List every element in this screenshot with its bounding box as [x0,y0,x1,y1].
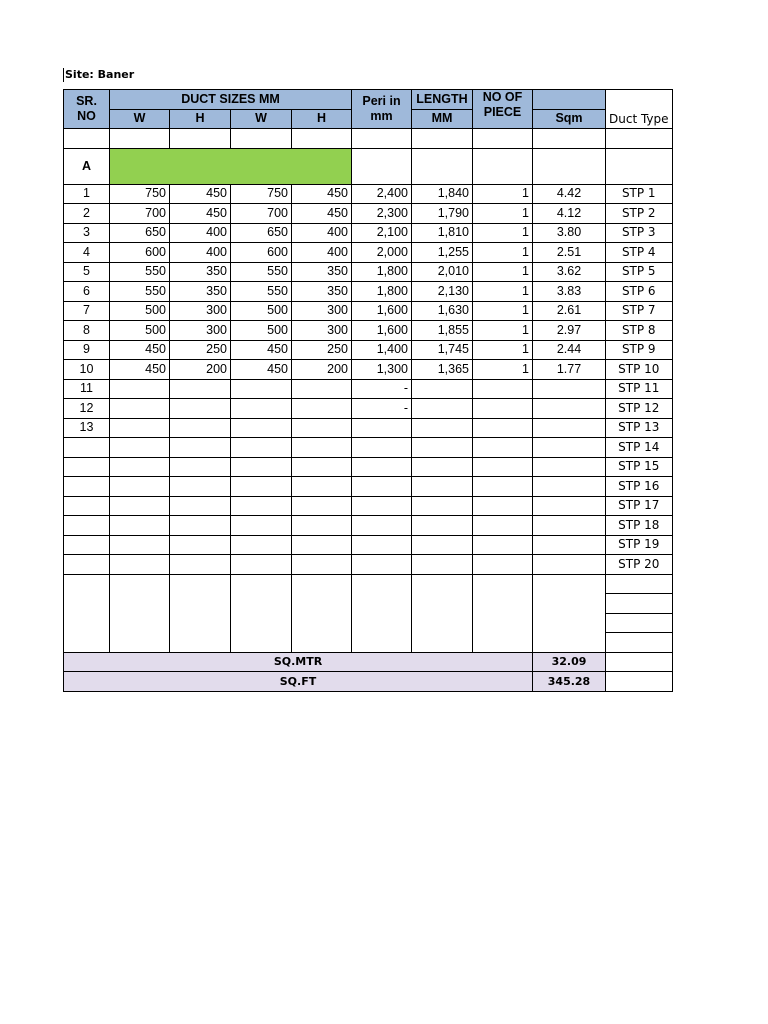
cell-h2: 450 [292,184,352,204]
cell-sqm: 2.97 [533,321,606,341]
cell-sqm: 4.12 [533,204,606,224]
cell-w2 [231,457,292,477]
cell-w1: 600 [110,243,170,263]
cell-h1: 250 [170,340,231,360]
cell-w1 [110,457,170,477]
cell-sqm: 3.62 [533,262,606,282]
total-sqft [64,672,673,692]
cell-h1: 300 [170,321,231,341]
cell-peri: 1,600 [352,321,412,341]
cell-pieces [473,496,533,516]
cell-length [412,418,473,438]
cell-length: 1,810 [412,223,473,243]
cell-type: STP 14 [606,438,673,458]
cell-w1 [110,496,170,516]
cell-h2: 200 [292,360,352,380]
table-row [64,496,673,516]
cell-pieces [473,438,533,458]
cell-type: STP 11 [606,379,673,399]
cell-w2: 750 [231,184,292,204]
table-body [64,90,673,692]
cell-peri [352,457,412,477]
cell-w2 [231,379,292,399]
cell-pieces [473,457,533,477]
cell-h1: 400 [170,223,231,243]
header-blank [606,90,673,110]
cell-sr: 6 [64,282,110,302]
cell-h1 [170,555,231,575]
cell-w2: 550 [231,282,292,302]
cell-pieces [473,399,533,419]
cell-pieces [473,516,533,536]
cell-sr [64,516,110,536]
cell-peri: - [352,399,412,419]
site-label: Site: Baner [65,68,135,81]
table-row [64,457,673,477]
cell-peri: 1,300 [352,360,412,380]
table-row [64,438,673,458]
table-row [64,321,673,341]
cell-type: STP 13 [606,418,673,438]
cell-length: 1,790 [412,204,473,224]
cell-h2 [292,418,352,438]
header-pieces: NO OF PIECE [473,90,533,129]
cell-h1: 200 [170,360,231,380]
header-length-top: LENGTH [412,90,473,110]
cell-type: STP 2 [606,204,673,224]
cell-w2 [231,438,292,458]
cell-type: STP 6 [606,282,673,302]
header-peri: Peri in mm [352,90,412,129]
cell-type: STP 17 [606,496,673,516]
cell-h2 [292,438,352,458]
cell-h1: 450 [170,184,231,204]
cell-length [412,438,473,458]
cell-h1: 350 [170,282,231,302]
cell-length [412,516,473,536]
cell-h2: 350 [292,282,352,302]
table-row [64,204,673,224]
cell-w2 [231,555,292,575]
cell-h1 [170,399,231,419]
cell-w1: 450 [110,360,170,380]
spacer-row [64,129,673,149]
cell-h2 [292,496,352,516]
cell-w1: 550 [110,282,170,302]
cell-type: STP 16 [606,477,673,497]
cell-sqm: 4.42 [533,184,606,204]
cell-h2 [292,399,352,419]
cell-pieces: 1 [473,184,533,204]
cell-sqm [533,457,606,477]
header-duct-type: Duct Type [606,109,673,129]
table-row [64,184,673,204]
cell-length [412,477,473,497]
cell-sqm: 1.77 [533,360,606,380]
cell-pieces [473,477,533,497]
cell-w1 [110,418,170,438]
cell-sr [64,477,110,497]
cell-h1 [170,379,231,399]
cell-type: STP 12 [606,399,673,419]
cell-sqm [533,535,606,555]
cell-length: 1,255 [412,243,473,263]
cell-type: STP 15 [606,457,673,477]
cell-h1 [170,457,231,477]
table-row [64,340,673,360]
cell-w2: 650 [231,223,292,243]
cell-pieces: 1 [473,321,533,341]
cell-sr: 2 [64,204,110,224]
cell-w2: 700 [231,204,292,224]
table-row [64,223,673,243]
total-sqmtr-label: SQ.MTR [64,652,533,672]
cell-peri: 2,100 [352,223,412,243]
cell-w1 [110,477,170,497]
cell-type: STP 3 [606,223,673,243]
cell-pieces: 1 [473,301,533,321]
header-h2: H [292,109,352,129]
cell-pieces: 1 [473,262,533,282]
total-sqmtr-value: 32.09 [533,652,606,672]
cell-sr: 3 [64,223,110,243]
cell-w1 [110,516,170,536]
cell-sr: 9 [64,340,110,360]
table-row [64,516,673,536]
header-w2: W [231,109,292,129]
cell-pieces: 1 [473,204,533,224]
cell-w2 [231,496,292,516]
cell-sqm: 2.61 [533,301,606,321]
header-sr-no: SR. NO [64,90,110,129]
cell-peri: 1,600 [352,301,412,321]
header-sqm: Sqm [533,109,606,129]
cell-length: 1,840 [412,184,473,204]
cell-w2 [231,418,292,438]
cell-h2 [292,457,352,477]
cell-h1: 350 [170,262,231,282]
cell-sqm [533,438,606,458]
cell-h1: 400 [170,243,231,263]
cell-length [412,379,473,399]
cell-length: 1,745 [412,340,473,360]
cell-w2: 450 [231,360,292,380]
cell-type: STP 5 [606,262,673,282]
cell-h2 [292,516,352,536]
cell-type: STP 18 [606,516,673,536]
cell-w1 [110,399,170,419]
cell-peri: 2,300 [352,204,412,224]
cell-h2: 300 [292,321,352,341]
cell-length: 1,855 [412,321,473,341]
cell-w1: 500 [110,321,170,341]
cell-peri [352,477,412,497]
cell-w1: 750 [110,184,170,204]
cell-length [412,457,473,477]
cell-sr: 5 [64,262,110,282]
cell-pieces [473,418,533,438]
table-row [64,262,673,282]
cell-peri: - [352,379,412,399]
cell-h2 [292,555,352,575]
table-row [64,477,673,497]
cell-sqm: 2.51 [533,243,606,263]
cell-peri [352,418,412,438]
cell-peri [352,555,412,575]
group-bar [110,148,352,184]
cell-pieces: 1 [473,223,533,243]
cell-length: 2,130 [412,282,473,302]
cell-length: 1,630 [412,301,473,321]
cell-w1 [110,438,170,458]
cell-length [412,496,473,516]
cell-type: STP 10 [606,360,673,380]
cell-type: STP 4 [606,243,673,263]
cell-h2: 400 [292,243,352,263]
total-sqmtr [64,652,673,672]
cell-h1 [170,438,231,458]
table-row [64,360,673,380]
table-row [64,282,673,302]
cell-sr: 8 [64,321,110,341]
cell-peri: 1,400 [352,340,412,360]
cell-sr [64,457,110,477]
cell-sr: 12 [64,399,110,419]
cell-pieces: 1 [473,282,533,302]
cell-w1: 700 [110,204,170,224]
empty-block-row [64,574,673,594]
cell-type: STP 1 [606,184,673,204]
cell-h1 [170,496,231,516]
cell-sqm: 2.44 [533,340,606,360]
cell-h2 [292,477,352,497]
cell-w2 [231,477,292,497]
cell-sqm [533,477,606,497]
cell-length [412,535,473,555]
header-w1: W [110,109,170,129]
cell-sr: 11 [64,379,110,399]
cell-peri: 2,000 [352,243,412,263]
cell-peri: 1,800 [352,262,412,282]
cell-sqm: 3.80 [533,223,606,243]
cell-w2: 550 [231,262,292,282]
table-row [64,379,673,399]
cell-sr [64,535,110,555]
cell-w2 [231,535,292,555]
cell-sr [64,555,110,575]
cell-peri: 2,400 [352,184,412,204]
cell-w1: 550 [110,262,170,282]
cell-w2 [231,516,292,536]
cell-type: STP 20 [606,555,673,575]
cell-sqm [533,418,606,438]
table-row [64,243,673,263]
cell-sr: 4 [64,243,110,263]
header-duct-sizes: DUCT SIZES MM [110,90,352,110]
cell-peri: 1,800 [352,282,412,302]
cell-length [412,555,473,575]
cell-sqm [533,379,606,399]
cell-sr [64,496,110,516]
cell-sqm [533,555,606,575]
cell-sr: 1 [64,184,110,204]
cell-length [412,399,473,419]
cell-w1 [110,555,170,575]
cell-pieces: 1 [473,243,533,263]
cell-type: STP 9 [606,340,673,360]
cell-w2 [231,399,292,419]
cell-h2: 250 [292,340,352,360]
table-row [64,535,673,555]
cell-w1: 650 [110,223,170,243]
table-row [64,555,673,575]
group-label: A [64,148,110,184]
cell-w2: 500 [231,301,292,321]
cell-length: 1,365 [412,360,473,380]
cell-w2: 600 [231,243,292,263]
table-row [64,301,673,321]
cell-sqm: 3.83 [533,282,606,302]
cell-peri [352,496,412,516]
cell-w1: 450 [110,340,170,360]
cell-h1: 300 [170,301,231,321]
header-sqm-top [533,90,606,110]
cell-pieces: 1 [473,360,533,380]
cell-h1 [170,477,231,497]
cell-sqm [533,516,606,536]
cell-pieces [473,379,533,399]
cell-h1 [170,418,231,438]
cell-sr [64,438,110,458]
cell-w1 [110,379,170,399]
cell-sr: 10 [64,360,110,380]
cell-pieces [473,535,533,555]
cell-w2: 450 [231,340,292,360]
cell-sqm [533,496,606,516]
cell-h1: 450 [170,204,231,224]
cell-w1: 500 [110,301,170,321]
cell-peri [352,516,412,536]
duct-table [63,89,673,692]
header-h1: H [170,109,231,129]
cell-type: STP 8 [606,321,673,341]
cell-w2: 500 [231,321,292,341]
cell-type: STP 19 [606,535,673,555]
group-row [64,148,673,184]
cell-peri [352,535,412,555]
table-row [64,399,673,419]
cell-h2: 450 [292,204,352,224]
cell-pieces: 1 [473,340,533,360]
cell-h2 [292,379,352,399]
cell-w1 [110,535,170,555]
cell-h1 [170,535,231,555]
cell-h2 [292,535,352,555]
cell-h2: 300 [292,301,352,321]
table-row [64,418,673,438]
total-sqft-label: SQ.FT [64,672,533,692]
cell-peri [352,438,412,458]
cell-sqm [533,399,606,419]
cell-sr: 7 [64,301,110,321]
cell-pieces [473,555,533,575]
cell-type: STP 7 [606,301,673,321]
cell-h2: 400 [292,223,352,243]
total-sqft-value: 345.28 [533,672,606,692]
cell-sr: 13 [64,418,110,438]
header-length-bottom: MM [412,109,473,129]
cell-length: 2,010 [412,262,473,282]
cell-h2: 350 [292,262,352,282]
cell-h1 [170,516,231,536]
